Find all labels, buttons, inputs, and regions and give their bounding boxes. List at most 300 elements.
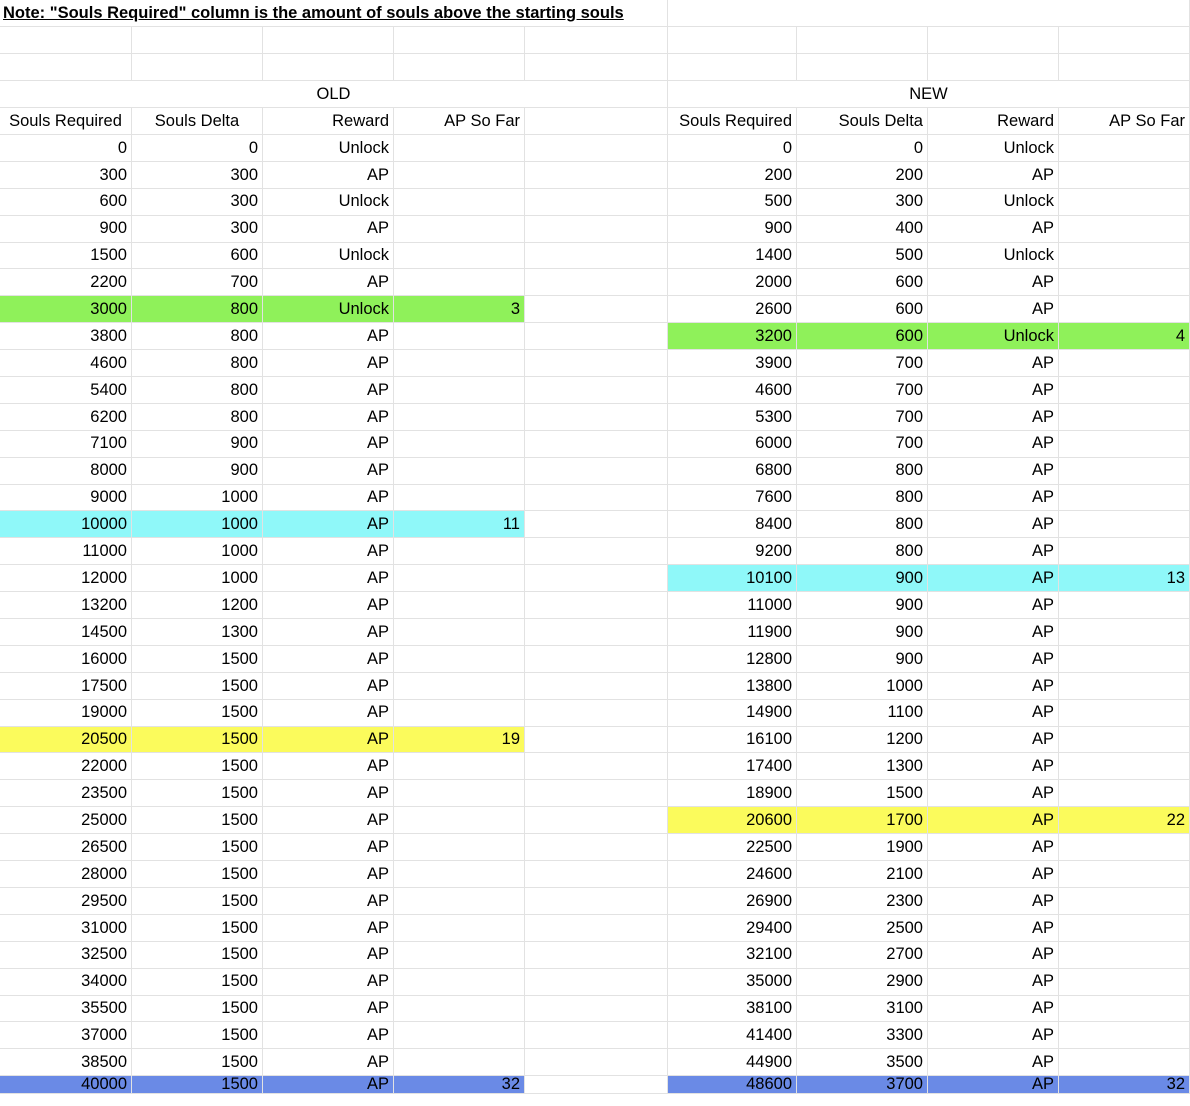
new-souls-required-cell[interactable]: 200	[668, 162, 797, 189]
old-souls-delta-cell[interactable]: 900	[132, 458, 263, 485]
old-reward-cell[interactable]: AP	[263, 565, 394, 592]
new-souls-delta-cell[interactable]: 2700	[797, 942, 928, 969]
old-ap-so-far-cell[interactable]	[394, 700, 525, 727]
new-souls-delta-cell[interactable]: 400	[797, 216, 928, 243]
new-ap-so-far-cell[interactable]	[1059, 269, 1190, 296]
old-reward-cell[interactable]: AP	[263, 404, 394, 431]
new-reward-cell[interactable]: AP	[928, 834, 1059, 861]
new-souls-delta-cell[interactable]: 500	[797, 243, 928, 270]
empty-cell[interactable]	[525, 888, 668, 915]
old-ap-so-far-cell[interactable]	[394, 780, 525, 807]
new-souls-delta-cell[interactable]: 3500	[797, 1049, 928, 1076]
new-ap-so-far-cell[interactable]	[1059, 969, 1190, 996]
empty-cell[interactable]	[525, 216, 668, 243]
old-souls-delta-cell[interactable]: 1500	[132, 1049, 263, 1076]
old-souls-required-cell[interactable]: 6200	[0, 404, 132, 431]
old-souls-required-cell[interactable]: 40000	[0, 1076, 132, 1094]
empty-cell[interactable]	[525, 54, 668, 81]
new-reward-cell[interactable]: Unlock	[928, 243, 1059, 270]
new-header-ap-so-far[interactable]: AP So Far	[1059, 108, 1190, 135]
old-souls-required-cell[interactable]: 25000	[0, 807, 132, 834]
new-reward-cell[interactable]: AP	[928, 969, 1059, 996]
empty-cell[interactable]	[525, 780, 668, 807]
old-souls-delta-cell[interactable]: 1500	[132, 969, 263, 996]
old-reward-cell[interactable]: AP	[263, 162, 394, 189]
new-reward-cell[interactable]: AP	[928, 646, 1059, 673]
new-reward-cell[interactable]: AP	[928, 377, 1059, 404]
old-souls-required-cell[interactable]: 0	[0, 135, 132, 162]
new-souls-required-cell[interactable]: 12800	[668, 646, 797, 673]
new-souls-delta-cell[interactable]: 700	[797, 404, 928, 431]
old-reward-cell[interactable]: AP	[263, 458, 394, 485]
old-ap-so-far-cell[interactable]	[394, 942, 525, 969]
old-souls-delta-cell[interactable]: 800	[132, 404, 263, 431]
old-ap-so-far-cell[interactable]	[394, 404, 525, 431]
new-reward-cell[interactable]: AP	[928, 861, 1059, 888]
old-souls-required-cell[interactable]: 4600	[0, 350, 132, 377]
old-reward-cell[interactable]: AP	[263, 1076, 394, 1094]
old-souls-delta-cell[interactable]: 1500	[132, 1022, 263, 1049]
new-ap-so-far-cell[interactable]	[1059, 915, 1190, 942]
empty-cell[interactable]	[525, 404, 668, 431]
empty-cell[interactable]	[525, 538, 668, 565]
old-reward-cell[interactable]: AP	[263, 646, 394, 673]
old-souls-required-cell[interactable]: 1500	[0, 243, 132, 270]
old-ap-so-far-cell[interactable]	[394, 915, 525, 942]
new-souls-delta-cell[interactable]: 600	[797, 323, 928, 350]
old-ap-so-far-cell[interactable]	[394, 323, 525, 350]
old-reward-cell[interactable]: AP	[263, 1049, 394, 1076]
old-souls-delta-cell[interactable]: 700	[132, 269, 263, 296]
new-souls-delta-cell[interactable]: 300	[797, 189, 928, 216]
old-ap-so-far-cell[interactable]	[394, 565, 525, 592]
old-reward-cell[interactable]: AP	[263, 269, 394, 296]
empty-cell[interactable]	[928, 27, 1059, 54]
old-souls-delta-cell[interactable]: 1000	[132, 485, 263, 512]
empty-cell[interactable]	[0, 27, 132, 54]
new-reward-cell[interactable]: AP	[928, 1022, 1059, 1049]
new-souls-delta-cell[interactable]: 800	[797, 538, 928, 565]
empty-cell[interactable]	[525, 350, 668, 377]
new-reward-cell[interactable]: AP	[928, 296, 1059, 323]
empty-cell[interactable]	[525, 27, 668, 54]
empty-cell[interactable]	[525, 942, 668, 969]
new-souls-required-cell[interactable]: 26900	[668, 888, 797, 915]
new-ap-so-far-cell[interactable]	[1059, 942, 1190, 969]
old-reward-cell[interactable]: AP	[263, 485, 394, 512]
empty-cell[interactable]	[525, 1076, 668, 1094]
old-souls-delta-cell[interactable]: 1000	[132, 538, 263, 565]
empty-cell[interactable]	[1059, 27, 1190, 54]
new-ap-so-far-cell[interactable]	[1059, 458, 1190, 485]
old-souls-required-cell[interactable]: 28000	[0, 861, 132, 888]
old-reward-cell[interactable]: AP	[263, 538, 394, 565]
new-reward-cell[interactable]: AP	[928, 404, 1059, 431]
old-souls-delta-cell[interactable]: 1500	[132, 834, 263, 861]
old-souls-delta-cell[interactable]: 1000	[132, 565, 263, 592]
new-souls-required-cell[interactable]: 18900	[668, 780, 797, 807]
old-souls-delta-cell[interactable]: 1500	[132, 942, 263, 969]
new-souls-delta-cell[interactable]: 1500	[797, 780, 928, 807]
old-reward-cell[interactable]: AP	[263, 619, 394, 646]
new-souls-delta-cell[interactable]: 800	[797, 485, 928, 512]
new-souls-required-cell[interactable]: 24600	[668, 861, 797, 888]
old-souls-required-cell[interactable]: 3800	[0, 323, 132, 350]
new-souls-required-cell[interactable]: 32100	[668, 942, 797, 969]
new-ap-so-far-cell[interactable]	[1059, 1022, 1190, 1049]
old-souls-delta-cell[interactable]: 1500	[132, 673, 263, 700]
new-reward-cell[interactable]: AP	[928, 753, 1059, 780]
old-souls-delta-cell[interactable]: 1500	[132, 780, 263, 807]
new-ap-so-far-cell[interactable]	[1059, 673, 1190, 700]
old-souls-delta-cell[interactable]: 1300	[132, 619, 263, 646]
new-souls-required-cell[interactable]: 38100	[668, 996, 797, 1023]
old-souls-required-cell[interactable]: 37000	[0, 1022, 132, 1049]
new-souls-required-cell[interactable]: 3900	[668, 350, 797, 377]
old-ap-so-far-cell[interactable]	[394, 969, 525, 996]
empty-cell[interactable]	[525, 296, 668, 323]
new-souls-delta-cell[interactable]: 900	[797, 619, 928, 646]
new-souls-required-cell[interactable]: 6800	[668, 458, 797, 485]
new-reward-cell[interactable]: AP	[928, 511, 1059, 538]
new-ap-so-far-cell[interactable]	[1059, 1049, 1190, 1076]
new-souls-delta-cell[interactable]: 900	[797, 646, 928, 673]
empty-cell[interactable]	[525, 996, 668, 1023]
old-ap-so-far-cell[interactable]	[394, 753, 525, 780]
empty-cell[interactable]	[394, 54, 525, 81]
new-reward-cell[interactable]: AP	[928, 780, 1059, 807]
old-ap-so-far-cell[interactable]	[394, 431, 525, 458]
new-ap-so-far-cell[interactable]	[1059, 162, 1190, 189]
new-souls-required-cell[interactable]: 6000	[668, 431, 797, 458]
new-souls-required-cell[interactable]: 1400	[668, 243, 797, 270]
new-reward-cell[interactable]: AP	[928, 942, 1059, 969]
old-reward-cell[interactable]: AP	[263, 350, 394, 377]
new-ap-so-far-cell[interactable]	[1059, 646, 1190, 673]
old-souls-required-cell[interactable]: 14500	[0, 619, 132, 646]
old-ap-so-far-cell[interactable]	[394, 243, 525, 270]
new-souls-delta-cell[interactable]: 1000	[797, 673, 928, 700]
old-reward-cell[interactable]: AP	[263, 592, 394, 619]
new-souls-delta-cell[interactable]: 2500	[797, 915, 928, 942]
old-reward-cell[interactable]: AP	[263, 834, 394, 861]
old-reward-cell[interactable]: AP	[263, 511, 394, 538]
empty-cell[interactable]	[525, 834, 668, 861]
old-ap-so-far-cell[interactable]	[394, 646, 525, 673]
empty-cell[interactable]	[525, 700, 668, 727]
old-reward-cell[interactable]: AP	[263, 915, 394, 942]
new-ap-so-far-cell[interactable]: 22	[1059, 807, 1190, 834]
new-reward-cell[interactable]: AP	[928, 485, 1059, 512]
old-souls-required-cell[interactable]: 23500	[0, 780, 132, 807]
old-souls-delta-cell[interactable]: 800	[132, 350, 263, 377]
empty-cell[interactable]	[525, 1022, 668, 1049]
empty-cell[interactable]	[928, 54, 1059, 81]
new-souls-delta-cell[interactable]: 1200	[797, 727, 928, 754]
new-souls-required-cell[interactable]: 14900	[668, 700, 797, 727]
old-ap-so-far-cell[interactable]	[394, 485, 525, 512]
old-ap-so-far-cell[interactable]: 32	[394, 1076, 525, 1094]
new-souls-delta-cell[interactable]: 700	[797, 350, 928, 377]
old-ap-so-far-cell[interactable]	[394, 162, 525, 189]
empty-cell[interactable]	[525, 592, 668, 619]
empty-cell[interactable]	[1059, 54, 1190, 81]
old-souls-delta-cell[interactable]: 800	[132, 296, 263, 323]
old-ap-so-far-cell[interactable]	[394, 1049, 525, 1076]
empty-cell[interactable]	[668, 27, 797, 54]
old-souls-delta-cell[interactable]: 1500	[132, 727, 263, 754]
old-ap-so-far-cell[interactable]	[394, 216, 525, 243]
empty-cell[interactable]	[525, 189, 668, 216]
old-souls-delta-cell[interactable]: 1000	[132, 511, 263, 538]
new-souls-required-cell[interactable]: 29400	[668, 915, 797, 942]
new-reward-cell[interactable]: AP	[928, 565, 1059, 592]
old-reward-cell[interactable]: AP	[263, 753, 394, 780]
empty-cell[interactable]	[525, 969, 668, 996]
new-reward-cell[interactable]: Unlock	[928, 189, 1059, 216]
old-reward-cell[interactable]: AP	[263, 807, 394, 834]
old-souls-required-cell[interactable]: 11000	[0, 538, 132, 565]
old-souls-delta-cell[interactable]: 1500	[132, 700, 263, 727]
old-ap-so-far-cell[interactable]: 11	[394, 511, 525, 538]
old-souls-delta-cell[interactable]: 300	[132, 216, 263, 243]
old-souls-required-cell[interactable]: 7100	[0, 431, 132, 458]
old-souls-required-cell[interactable]: 29500	[0, 888, 132, 915]
new-ap-so-far-cell[interactable]	[1059, 296, 1190, 323]
new-souls-required-cell[interactable]: 9200	[668, 538, 797, 565]
old-souls-required-cell[interactable]: 26500	[0, 834, 132, 861]
old-ap-so-far-cell[interactable]	[394, 538, 525, 565]
empty-cell[interactable]	[525, 511, 668, 538]
old-souls-required-cell[interactable]: 600	[0, 189, 132, 216]
old-reward-cell[interactable]: AP	[263, 780, 394, 807]
empty-cell[interactable]	[525, 377, 668, 404]
old-reward-cell[interactable]: AP	[263, 1022, 394, 1049]
old-souls-required-cell[interactable]: 16000	[0, 646, 132, 673]
old-souls-delta-cell[interactable]: 1200	[132, 592, 263, 619]
empty-cell[interactable]	[525, 915, 668, 942]
empty-cell[interactable]	[263, 27, 394, 54]
new-section-title[interactable]	[668, 81, 1190, 108]
old-reward-cell[interactable]: AP	[263, 969, 394, 996]
old-ap-so-far-cell[interactable]	[394, 834, 525, 861]
new-souls-delta-cell[interactable]: 3700	[797, 1076, 928, 1094]
empty-cell[interactable]	[263, 54, 394, 81]
new-souls-required-cell[interactable]: 10100	[668, 565, 797, 592]
new-reward-cell[interactable]: AP	[928, 350, 1059, 377]
new-reward-cell[interactable]: AP	[928, 619, 1059, 646]
new-souls-delta-cell[interactable]: 700	[797, 431, 928, 458]
new-reward-cell[interactable]: AP	[928, 269, 1059, 296]
old-souls-delta-cell[interactable]: 1500	[132, 753, 263, 780]
old-ap-so-far-cell[interactable]: 3	[394, 296, 525, 323]
new-reward-cell[interactable]: AP	[928, 458, 1059, 485]
old-reward-cell[interactable]: Unlock	[263, 135, 394, 162]
old-souls-required-cell[interactable]: 20500	[0, 727, 132, 754]
old-reward-cell[interactable]: AP	[263, 727, 394, 754]
new-reward-cell[interactable]: AP	[928, 1076, 1059, 1094]
new-ap-so-far-cell[interactable]	[1059, 485, 1190, 512]
new-ap-so-far-cell[interactable]	[1059, 511, 1190, 538]
empty-cell[interactable]	[525, 619, 668, 646]
new-souls-required-cell[interactable]: 0	[668, 135, 797, 162]
new-reward-cell[interactable]: AP	[928, 592, 1059, 619]
new-souls-delta-cell[interactable]: 700	[797, 377, 928, 404]
new-reward-cell[interactable]: Unlock	[928, 323, 1059, 350]
old-souls-required-cell[interactable]: 22000	[0, 753, 132, 780]
old-reward-cell[interactable]: AP	[263, 888, 394, 915]
new-ap-so-far-cell[interactable]: 4	[1059, 323, 1190, 350]
new-ap-so-far-cell[interactable]	[1059, 431, 1190, 458]
new-ap-so-far-cell[interactable]	[1059, 753, 1190, 780]
old-ap-so-far-cell[interactable]	[394, 377, 525, 404]
new-souls-delta-cell[interactable]: 2900	[797, 969, 928, 996]
new-souls-required-cell[interactable]: 5300	[668, 404, 797, 431]
old-souls-required-cell[interactable]: 31000	[0, 915, 132, 942]
new-souls-delta-cell[interactable]: 1900	[797, 834, 928, 861]
empty-cell[interactable]	[668, 0, 1190, 27]
new-souls-delta-cell[interactable]: 900	[797, 592, 928, 619]
old-souls-delta-cell[interactable]: 1500	[132, 996, 263, 1023]
empty-cell[interactable]	[668, 54, 797, 81]
new-ap-so-far-cell[interactable]: 13	[1059, 565, 1190, 592]
new-header-reward[interactable]: Reward	[928, 108, 1059, 135]
old-reward-cell[interactable]: AP	[263, 377, 394, 404]
new-ap-so-far-cell[interactable]: 32	[1059, 1076, 1190, 1094]
empty-cell[interactable]	[525, 861, 668, 888]
old-souls-required-cell[interactable]: 10000	[0, 511, 132, 538]
new-souls-delta-cell[interactable]: 2300	[797, 888, 928, 915]
empty-cell[interactable]	[394, 27, 525, 54]
empty-cell[interactable]	[132, 54, 263, 81]
new-reward-cell[interactable]: AP	[928, 216, 1059, 243]
new-reward-cell[interactable]: AP	[928, 727, 1059, 754]
old-souls-delta-cell[interactable]: 1500	[132, 861, 263, 888]
new-reward-cell[interactable]: AP	[928, 915, 1059, 942]
old-souls-required-cell[interactable]: 38500	[0, 1049, 132, 1076]
old-reward-cell[interactable]: AP	[263, 942, 394, 969]
old-souls-required-cell[interactable]: 12000	[0, 565, 132, 592]
old-souls-required-cell[interactable]: 900	[0, 216, 132, 243]
new-souls-delta-cell[interactable]: 800	[797, 458, 928, 485]
old-ap-so-far-cell[interactable]	[394, 861, 525, 888]
old-souls-required-cell[interactable]: 5400	[0, 377, 132, 404]
new-souls-delta-cell[interactable]: 600	[797, 296, 928, 323]
new-ap-so-far-cell[interactable]	[1059, 135, 1190, 162]
empty-cell[interactable]	[525, 646, 668, 673]
new-ap-so-far-cell[interactable]	[1059, 377, 1190, 404]
old-souls-required-cell[interactable]: 17500	[0, 673, 132, 700]
old-header-souls-delta[interactable]: Souls Delta	[132, 108, 263, 135]
empty-cell[interactable]	[525, 162, 668, 189]
new-souls-required-cell[interactable]: 48600	[668, 1076, 797, 1094]
new-reward-cell[interactable]: AP	[928, 996, 1059, 1023]
old-souls-delta-cell[interactable]: 0	[132, 135, 263, 162]
old-ap-so-far-cell[interactable]	[394, 807, 525, 834]
new-reward-cell[interactable]: AP	[928, 431, 1059, 458]
empty-cell[interactable]	[525, 135, 668, 162]
new-souls-delta-cell[interactable]: 900	[797, 565, 928, 592]
new-ap-so-far-cell[interactable]	[1059, 592, 1190, 619]
new-reward-cell[interactable]: AP	[928, 888, 1059, 915]
new-souls-delta-cell[interactable]: 1700	[797, 807, 928, 834]
empty-cell[interactable]	[525, 431, 668, 458]
old-ap-so-far-cell[interactable]	[394, 458, 525, 485]
new-souls-required-cell[interactable]: 7600	[668, 485, 797, 512]
new-souls-required-cell[interactable]: 17400	[668, 753, 797, 780]
old-reward-cell[interactable]: AP	[263, 323, 394, 350]
old-souls-delta-cell[interactable]: 1500	[132, 646, 263, 673]
empty-cell[interactable]	[797, 54, 928, 81]
new-ap-so-far-cell[interactable]	[1059, 700, 1190, 727]
new-souls-delta-cell[interactable]: 2100	[797, 861, 928, 888]
new-ap-so-far-cell[interactable]	[1059, 888, 1190, 915]
new-reward-cell[interactable]: AP	[928, 162, 1059, 189]
new-souls-delta-cell[interactable]: 3300	[797, 1022, 928, 1049]
new-souls-required-cell[interactable]: 44900	[668, 1049, 797, 1076]
empty-cell[interactable]	[525, 565, 668, 592]
new-souls-required-cell[interactable]: 8400	[668, 511, 797, 538]
new-header-souls-delta[interactable]: Souls Delta	[797, 108, 928, 135]
new-souls-required-cell[interactable]: 11900	[668, 619, 797, 646]
new-souls-delta-cell[interactable]: 3100	[797, 996, 928, 1023]
new-souls-required-cell[interactable]: 500	[668, 189, 797, 216]
old-ap-so-far-cell[interactable]	[394, 1022, 525, 1049]
empty-cell[interactable]	[797, 27, 928, 54]
old-reward-cell[interactable]: AP	[263, 673, 394, 700]
old-reward-cell[interactable]: AP	[263, 431, 394, 458]
new-ap-so-far-cell[interactable]	[1059, 350, 1190, 377]
old-souls-delta-cell[interactable]: 800	[132, 323, 263, 350]
new-souls-required-cell[interactable]: 4600	[668, 377, 797, 404]
old-ap-so-far-cell[interactable]: 19	[394, 727, 525, 754]
old-ap-so-far-cell[interactable]	[394, 673, 525, 700]
new-souls-required-cell[interactable]: 2000	[668, 269, 797, 296]
old-souls-required-cell[interactable]: 35500	[0, 996, 132, 1023]
old-ap-so-far-cell[interactable]	[394, 888, 525, 915]
new-ap-so-far-cell[interactable]	[1059, 189, 1190, 216]
new-souls-required-cell[interactable]: 16100	[668, 727, 797, 754]
old-ap-so-far-cell[interactable]	[394, 619, 525, 646]
old-souls-delta-cell[interactable]: 1500	[132, 807, 263, 834]
new-souls-required-cell[interactable]: 3200	[668, 323, 797, 350]
new-reward-cell[interactable]: AP	[928, 673, 1059, 700]
new-ap-so-far-cell[interactable]	[1059, 538, 1190, 565]
old-header-souls-required[interactable]: Souls Required	[0, 108, 132, 135]
old-ap-so-far-cell[interactable]	[394, 592, 525, 619]
old-ap-so-far-cell[interactable]	[394, 269, 525, 296]
old-reward-cell[interactable]: AP	[263, 861, 394, 888]
old-souls-required-cell[interactable]: 34000	[0, 969, 132, 996]
new-ap-so-far-cell[interactable]	[1059, 216, 1190, 243]
old-souls-delta-cell[interactable]: 900	[132, 431, 263, 458]
empty-cell[interactable]	[525, 243, 668, 270]
old-header-reward[interactable]: Reward	[263, 108, 394, 135]
new-reward-cell[interactable]: AP	[928, 538, 1059, 565]
old-reward-cell[interactable]: AP	[263, 216, 394, 243]
old-reward-cell[interactable]: Unlock	[263, 189, 394, 216]
old-souls-delta-cell[interactable]: 800	[132, 377, 263, 404]
old-ap-so-far-cell[interactable]	[394, 350, 525, 377]
new-reward-cell[interactable]: Unlock	[928, 135, 1059, 162]
empty-cell[interactable]	[525, 323, 668, 350]
new-ap-so-far-cell[interactable]	[1059, 727, 1190, 754]
old-reward-cell[interactable]: AP	[263, 996, 394, 1023]
empty-cell[interactable]	[525, 1049, 668, 1076]
note-cell[interactable]: Note: "Souls Required" column is the amount of souls above the starting souls	[0, 0, 668, 27]
old-ap-so-far-cell[interactable]	[394, 135, 525, 162]
empty-cell[interactable]	[525, 458, 668, 485]
